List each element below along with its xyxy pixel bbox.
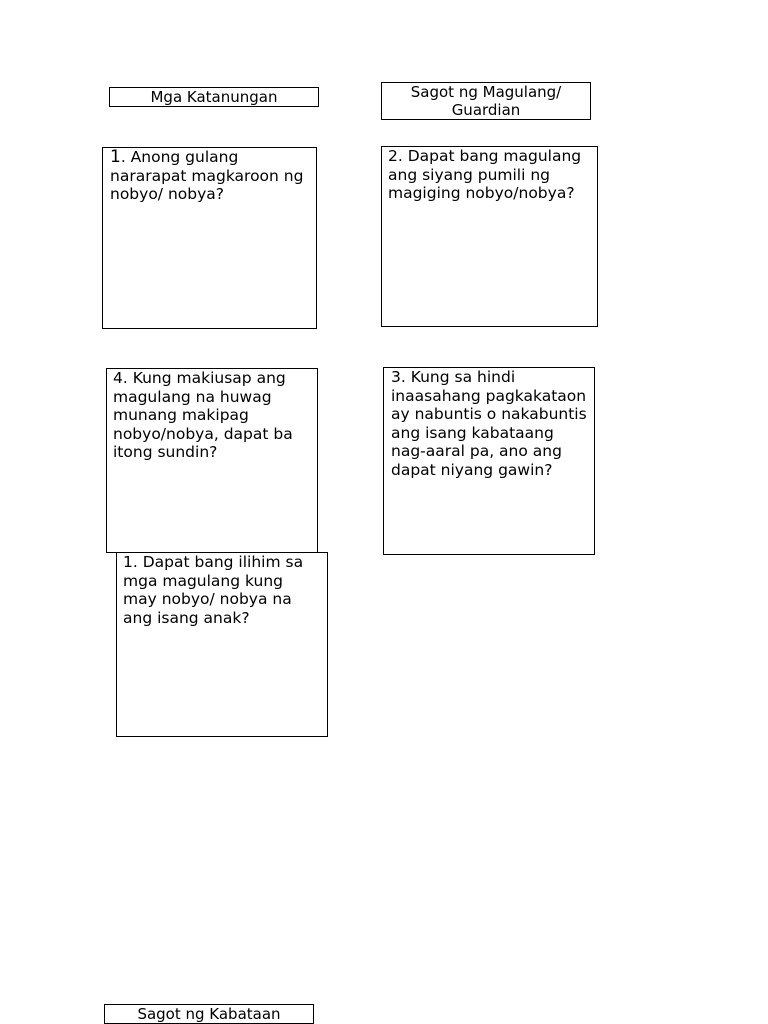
youth-answer-header-label xyxy=(104,1004,314,1024)
parents-header-line-2: Guardian xyxy=(451,101,521,119)
question-5-text: 1. Dapat bang ilihim sa mga magulang kung may nobyo/ nobya na ang isang anak? xyxy=(123,553,304,627)
question-1-number: 1 xyxy=(110,147,121,167)
question-3-text: 3. Kung sa hindi inaasahang pagkakataon ay nabuntis o nakabuntis ang isang kabataang nag-aaral pa, ano ang dapat niyang gawin? xyxy=(391,368,587,479)
question-box-1 xyxy=(102,147,317,329)
youth-header-text: Sagot ng Kabataan xyxy=(137,1005,281,1023)
parents-answer-header-label xyxy=(381,82,591,120)
question-1-body: . Anong gulang nararapat magkaroon ng nobyo/ nobya? xyxy=(110,148,304,203)
question-box-3 xyxy=(383,367,595,555)
question-1-text xyxy=(109,148,310,204)
questions-header-text: Mga Katanungan xyxy=(150,88,278,106)
parents-header-line-1: Sagot ng Magulang/ xyxy=(410,83,562,101)
question-box-4 xyxy=(106,368,318,553)
question-box-5 xyxy=(116,552,328,737)
question-2-text: 2. Dapat bang magulang ang siyang pumili ng magiging nobyo/nobya? xyxy=(388,147,582,202)
question-4-text: 4. Kung makiusap ang magulang na huwag munang makipag nobyo/nobya, dapat ba itong sundin? xyxy=(113,369,293,461)
question-box-2 xyxy=(381,146,598,327)
questions-header-label xyxy=(109,87,319,107)
